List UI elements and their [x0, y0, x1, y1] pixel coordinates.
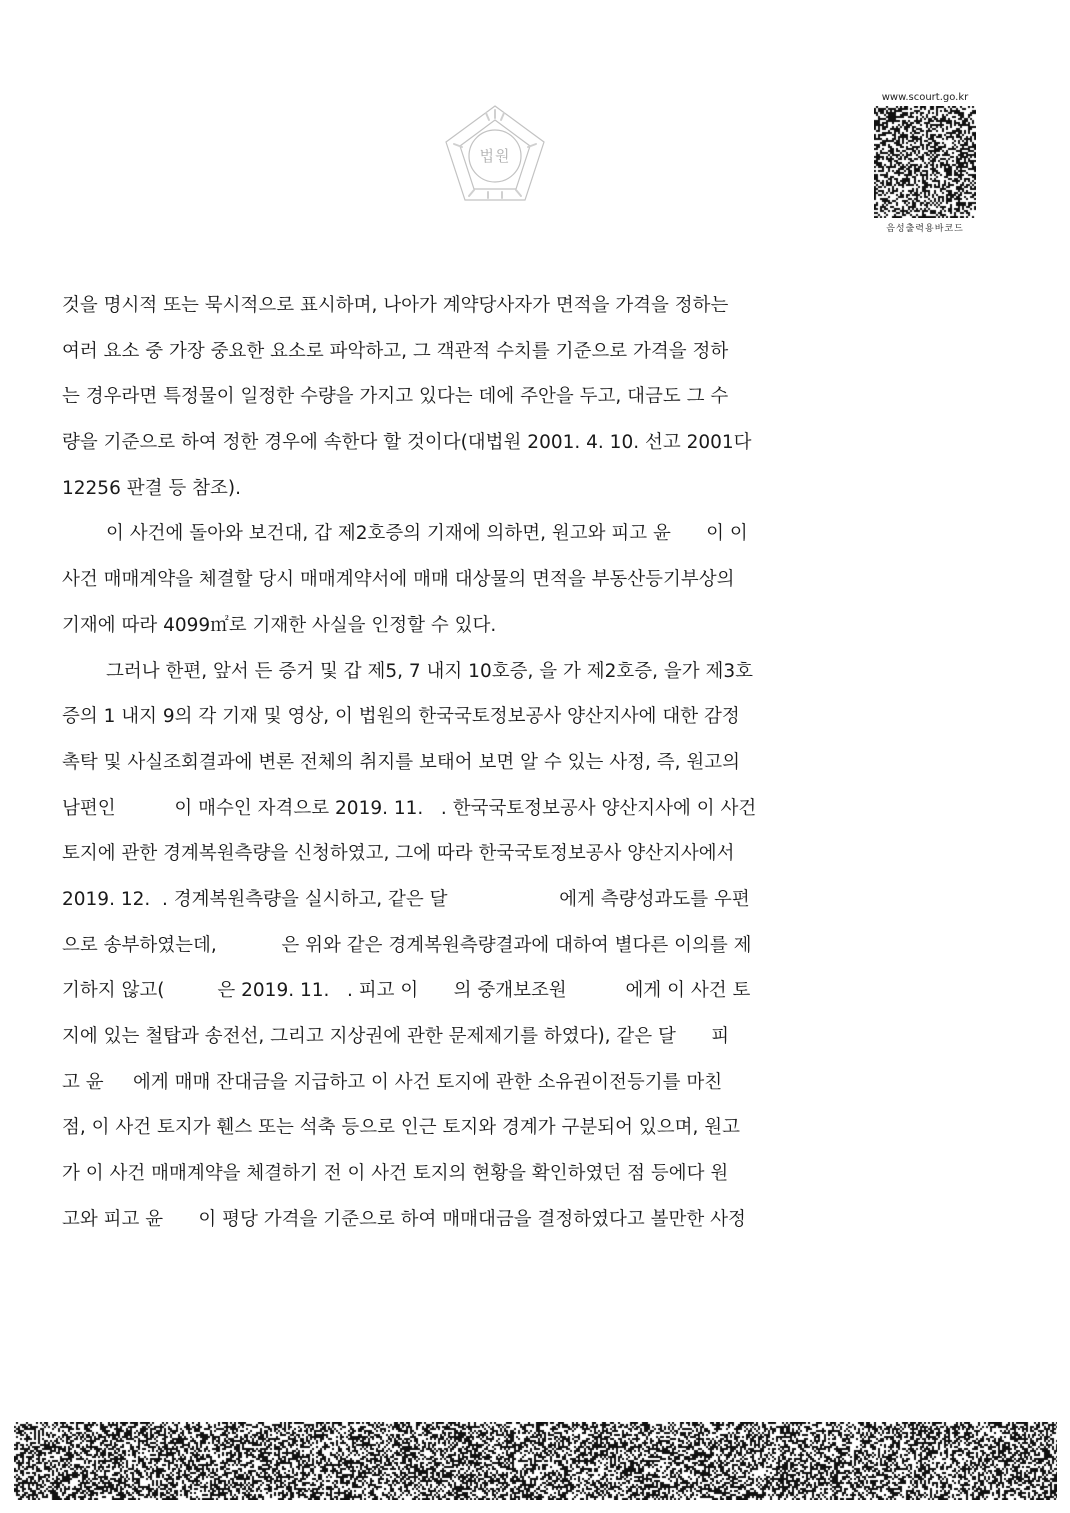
text-line: 고와 피고 윤 이 평당 가격을 기준으로 하여 매매대금을 결정하였다고 볼만한 사정	[62, 1208, 746, 1230]
text-line: 는 경우라면 특정물이 일정한 수량을 가지고 있다는 데에 주안을 두고, 대금도 그 수	[62, 386, 729, 408]
text-line: 기재에 따라 4099㎡로 기재한 사실을 인정할 수 있다.	[62, 614, 497, 636]
text-line: 이 사건에 돌아와 보건대, 갑 제2호증의 기재에 의하면, 원고와 피고 윤 이 이	[106, 523, 748, 545]
text-line: 남편인 이 매수인 자격으로 2019. 11. . 한국국토정보공사 양산지사에 이 사건	[62, 797, 757, 819]
text-line: 촉탁 및 사실조회결과에 변론 전체의 취지를 보태어 보면 알 수 있는 사정, 즉, 원고의	[62, 751, 740, 773]
text-line: 기하지 않고( 은 2019. 11. . 피고 이 의 중개보조원 에게 이 사건 토	[62, 980, 751, 1002]
text-line: 그러나 한편, 앞서 든 증거 및 갑 제5, 7 내지 10호증, 을 가 제2호증, 을가 제3호	[106, 660, 754, 682]
court-url: www.scourt.go.kr	[881, 92, 969, 103]
seal-text: 법원	[479, 147, 511, 165]
text-line: 량을 기준으로 하여 정한 경우에 속한다 할 것이다(대법원 2001. 4. 10. 선고 2001다	[62, 432, 752, 454]
text-line: 토지에 관한 경계복원측량을 신청하였고, 그에 따라 한국국토정보공사 양산지사에서	[62, 843, 735, 865]
text-line: 점, 이 사건 토지가 휀스 또는 석축 등으로 인근 토지와 경계가 구분되어 있으며, 원고	[62, 1117, 740, 1139]
court-seal-emblem	[436, 98, 554, 216]
text-line: 것을 명시적 또는 묵시적으로 표시하며, 나아가 계약당사자가 면적을 가격을 정하는	[62, 295, 729, 316]
document-body	[62, 283, 886, 1242]
text-line: 2019. 12. . 경계복원측량을 실시하고, 같은 달 에게 측량성과도를 우편	[62, 888, 750, 910]
voice-barcode-block	[874, 92, 976, 234]
barcode-caption: 음성출력용바코드	[886, 224, 964, 234]
footer-barcode-icon	[14, 1422, 1057, 1500]
text-line: 여러 요소 중 가장 중요한 요소로 파악하고, 그 객관적 수치를 기준으로 가격을 정하	[62, 340, 729, 362]
text-line: 으로 송부하였는데, 은 위와 같은 경계복원측량결과에 대하여 별다른 이의를 제	[62, 934, 752, 956]
text-line: 사건 매매계약을 체결할 당시 매매계약서에 매매 대상물의 면적을 부동산등기부상의	[62, 569, 735, 591]
text-line: 12256 판결 등 참조).	[62, 477, 241, 499]
text-line: 지에 있는 철탑과 송전선, 그리고 지상권에 관한 문제제기를 하였다), 같은 달 피	[62, 1026, 730, 1047]
qr-code-icon	[874, 106, 976, 218]
text-line: 가 이 사건 매매계약을 체결하기 전 이 사건 토지의 현황을 확인하였던 점 등에다 원	[62, 1163, 729, 1185]
text-line: 증의 1 내지 9의 각 기재 및 영상, 이 법원의 한국국토정보공사 양산지사에 대한 감정	[62, 706, 740, 728]
text-line: 고 윤 에게 매매 잔대금을 지급하고 이 사건 토지에 관한 소유권이전등기를 마친	[62, 1071, 723, 1093]
